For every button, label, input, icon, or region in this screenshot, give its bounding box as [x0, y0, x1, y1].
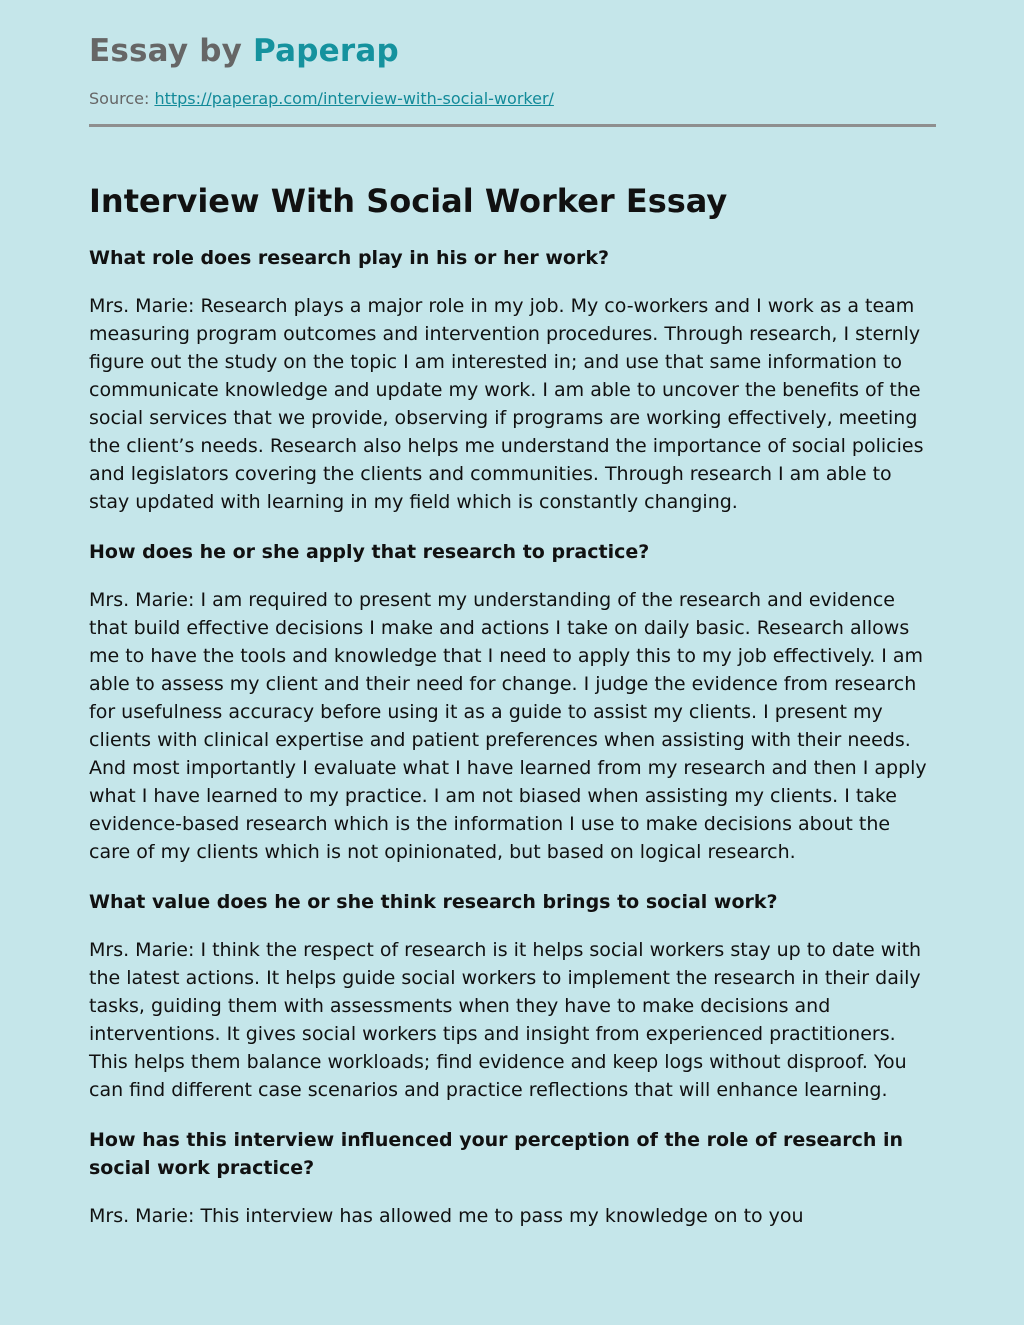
header-divider: [89, 124, 936, 127]
essay-title: Interview With Social Worker Essay: [89, 182, 728, 220]
source-label: Source:: [89, 89, 155, 108]
question-2: How does he or she apply that research to practice?: [89, 541, 650, 563]
brand-name: Paperap: [253, 33, 399, 69]
answer-4: Mrs. Marie: This interview has allowed me to pass my knowledge on to you: [89, 1205, 804, 1227]
source-link[interactable]: https://paperap.com/interview-with-social-worker/: [154, 89, 554, 108]
source-line: [89, 88, 936, 110]
brand-prefix: Essay by: [89, 33, 254, 69]
question-4: How has this interview influenced your perception of the role of research in social work practice?: [89, 1129, 904, 1179]
question-1: What role does research play in his or her work?: [89, 247, 609, 269]
answer-3: Mrs. Marie: I think the respect of research is it helps social workers stay up to date with the latest actions. It helps guide social workers to implement the research in their daily tasks, guiding them with assessments when they have to make decisions and interventions. It gives social workers tips and insight from experienced practitioners. This helps them balance workloads; find evidence and keep logs without disproof. You can find different case scenarios and practice reflections that will enhance learning.: [89, 939, 922, 1101]
site-brand[interactable]: [89, 30, 936, 72]
answer-1: Mrs. Marie: Research plays a major role in my job. My co-workers and I work as a team measuring program outcomes and intervention procedures. Through research, I sternly figure out the study on the topic I am interested in; and use that same information to communicate knowledge and update my work. I am able to uncover the benefits of the social services that we provide, observing if programs are working effectively, meeting the client’s needs. Research also helps me understand the importance of social policies and legislators covering the clients and communities. Through research I am able to stay updated with learning in my field which is constantly changing.: [89, 295, 924, 513]
essay-content: [89, 30, 936, 1230]
question-3: What value does he or she think research brings to social work?: [89, 891, 778, 913]
answer-2: Mrs. Marie: I am required to present my understanding of the research and evidence that build effective decisions I make and actions I take on daily basic. Research allows me to have the tools and knowledge that I need to apply this to my job effectively. I am able to assess my client and their need for change. I judge the evidence from research for usefulness accuracy before using it as a guide to assist my clients. I present my clients with clinical expertise and patient preferences when assisting with their needs. And most importantly I evaluate what I have learned from my research and then I apply what I have learned to my practice. I am not biased when assisting my clients. I take evidence-based research which is the information I use to make decisions about the care of my clients which is not opinionated, but based on logical research.: [89, 589, 927, 863]
